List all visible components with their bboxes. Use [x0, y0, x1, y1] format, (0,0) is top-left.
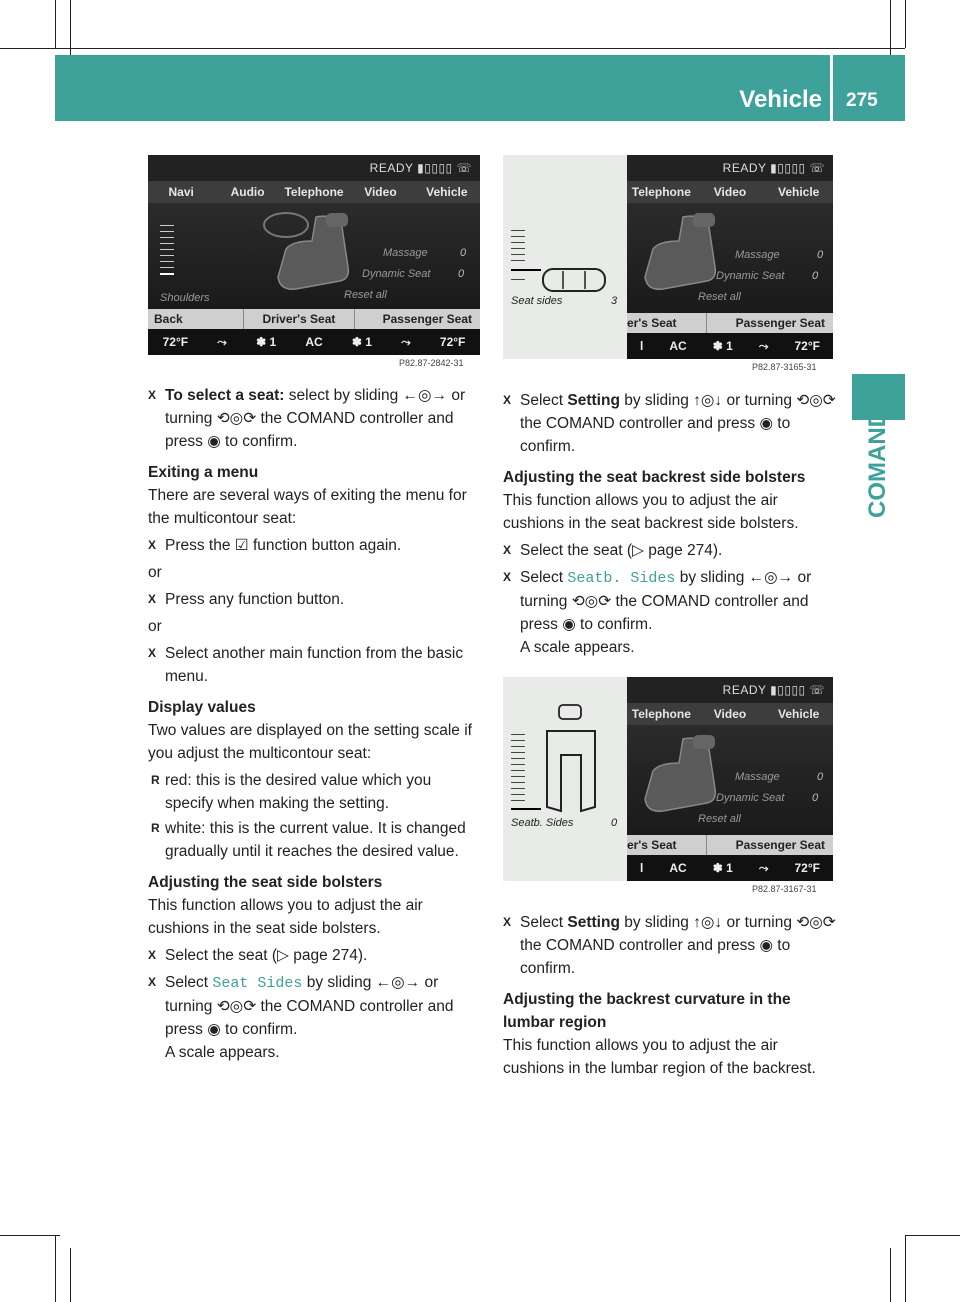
- crop-mark: [55, 1235, 56, 1302]
- tab-vehicle[interactable]: Vehicle: [777, 185, 820, 199]
- main-menu-tabs: [148, 181, 480, 204]
- ac-button[interactable]: AC: [669, 861, 687, 875]
- menu-item-value: 0: [812, 270, 819, 282]
- tab-video[interactable]: Video: [713, 707, 747, 721]
- step: X Select another main function from the basic menu.: [148, 642, 483, 688]
- tab-vehicle[interactable]: Vehicle: [426, 185, 468, 199]
- main-menu-tabs: [627, 703, 833, 726]
- step: X Select the seat (▷ page 274).: [503, 539, 838, 562]
- screen-multicontour-seat: [148, 155, 480, 355]
- seat-view: [627, 203, 833, 313]
- heading: Exiting a menu: [148, 464, 259, 481]
- temperature-right[interactable]: 72°F: [439, 335, 466, 349]
- menu-item-label[interactable]: Massage: [735, 771, 780, 783]
- tab-vehicle[interactable]: Vehicle: [777, 707, 820, 721]
- crop-mark: [905, 1235, 906, 1302]
- crop-mark: [70, 1248, 71, 1302]
- paragraph: or: [148, 564, 162, 581]
- crop-mark: [70, 0, 71, 58]
- passenger-seat-button[interactable]: Passenger Seat: [735, 838, 825, 852]
- figure-caption: P82.87-3165-31: [752, 362, 817, 372]
- status-bar: READY ▮▯▯▯▯ ☏: [369, 161, 472, 175]
- function-bar: [148, 309, 480, 329]
- menu-item-name: Seat Sides: [212, 975, 303, 992]
- airflow-icon[interactable]: ⤳: [758, 860, 769, 875]
- menu-item-label[interactable]: Dynamic Seat: [362, 268, 431, 280]
- scale-panel: [503, 677, 627, 881]
- temperature-left[interactable]: 72°F: [162, 335, 189, 349]
- seat-icon: [256, 207, 376, 299]
- airflow-icon[interactable]: ⤳: [758, 338, 769, 353]
- scale-value: 3: [611, 295, 618, 307]
- step: X Press the ☑ function button again.: [148, 534, 483, 557]
- menu-item-label[interactable]: Reset all: [698, 291, 741, 303]
- climate-bar: [627, 333, 833, 359]
- left-column: [148, 384, 483, 1064]
- side-tab-label: COMAND: [864, 410, 891, 518]
- menu-item-label[interactable]: Massage: [383, 247, 428, 259]
- tab-navi[interactable]: Navi: [168, 185, 194, 199]
- menu-item-value: 0: [817, 771, 824, 783]
- climate-item[interactable]: l: [640, 861, 644, 875]
- paragraph: This function allows you to adjust the air cushions in the seat side bolsters.: [148, 897, 423, 937]
- seat-icon: [627, 729, 743, 821]
- temperature-right[interactable]: 72°F: [794, 861, 820, 875]
- temperature-right[interactable]: 72°F: [794, 339, 820, 353]
- function-bar: [627, 835, 833, 855]
- tab-telephone[interactable]: Telephone: [631, 707, 691, 721]
- screen-seat-sides: [627, 155, 833, 359]
- tab-telephone[interactable]: Telephone: [284, 185, 344, 199]
- passenger-seat-button[interactable]: Passenger Seat: [382, 312, 473, 326]
- paragraph: This function allows you to adjust the air cushions in the lumbar region of the backrest.: [503, 1037, 816, 1077]
- climate-bar: [627, 855, 833, 881]
- crop-mark: [55, 0, 56, 48]
- tab-telephone[interactable]: Telephone: [631, 185, 691, 199]
- airflow-icon[interactable]: ⤳: [401, 334, 411, 349]
- header-divider: [830, 55, 833, 121]
- menu-item-label[interactable]: Reset all: [344, 289, 387, 301]
- right-column-bottom: [503, 911, 838, 1080]
- scale-panel: [503, 155, 627, 359]
- crop-mark: [905, 1235, 960, 1236]
- back-button[interactable]: Back: [148, 309, 244, 329]
- seat-view: [148, 203, 480, 309]
- seat-icon: [627, 207, 743, 299]
- paragraph: Two values are displayed on the setting scale if you adjust the multicontour seat:: [148, 722, 472, 762]
- passenger-seat-button[interactable]: Passenger Seat: [735, 316, 825, 330]
- fan-icon[interactable]: ✽ 1: [351, 335, 372, 349]
- fan-icon[interactable]: ✽ 1: [712, 339, 733, 353]
- drivers-seat-button[interactable]: er's Seat: [627, 835, 707, 855]
- setting-scale: [160, 225, 174, 280]
- drivers-seat-button[interactable]: Driver's Seat: [244, 309, 356, 329]
- section-title: Vehicle: [739, 86, 822, 113]
- paragraph: This function allows you to adjust the air cushions in the seat backrest side bolsters.: [503, 492, 799, 532]
- airflow-icon[interactable]: ⤳: [217, 334, 227, 349]
- main-menu-tabs: [627, 181, 833, 204]
- crop-mark: [905, 0, 906, 48]
- status-bar: READY ▮▯▯▯▯ ☏: [722, 161, 825, 175]
- scale-label: Shoulders: [160, 292, 210, 304]
- heading: Adjusting the seat side bolsters: [148, 874, 383, 891]
- screen-seatb-sides: [627, 677, 833, 881]
- scale-label: Seatb. Sides: [511, 817, 574, 829]
- step: X Press any function button.: [148, 588, 483, 611]
- menu-item-value: 0: [817, 249, 824, 261]
- step: X Select Setting by sliding ↑◎↓ or turning ⟲◎⟳ the COMAND controller and press ◉ to confirm.: [503, 389, 838, 458]
- right-column-top: [503, 389, 838, 659]
- climate-bar: [148, 329, 480, 355]
- crop-mark: [890, 0, 891, 58]
- drivers-seat-button[interactable]: er's Seat: [627, 313, 707, 333]
- function-bar: [627, 313, 833, 333]
- step: X Select Seatb. Sides by sliding ←◎→ or turning ⟲◎⟳ the COMAND controller and press ◉ to confirm. A scale appears.: [503, 566, 838, 659]
- step: X To select a seat: select by sliding ←◎→ or turning ⟲◎⟳ the COMAND controller and press ◉ to confirm.: [148, 384, 483, 453]
- tab-video[interactable]: Video: [364, 185, 397, 199]
- heading: Adjusting the backrest curvature in the lumbar region: [503, 991, 791, 1031]
- tab-video[interactable]: Video: [713, 185, 747, 199]
- step: X Select Setting by sliding ↑◎↓ or turning ⟲◎⟳ the COMAND controller and press ◉ to confirm.: [503, 911, 838, 980]
- ac-button[interactable]: AC: [669, 339, 687, 353]
- step: X Select Seat Sides by sliding ←◎→ or turning ⟲◎⟳ the COMAND controller and press ◉ to confirm. A scale appears.: [148, 971, 483, 1064]
- crop-mark: [0, 48, 905, 49]
- climate-item[interactable]: l: [640, 339, 644, 353]
- ac-button[interactable]: AC: [305, 335, 323, 349]
- crop-mark: [0, 1235, 60, 1236]
- status-bar: READY ▮▯▯▯▯ ☏: [722, 683, 825, 697]
- scale-value: 0: [611, 817, 618, 829]
- menu-item-label[interactable]: Dynamic Seat: [716, 270, 785, 282]
- bullet: R white: this is the current value. It is changed gradually until it reaches the desired value.: [148, 817, 483, 863]
- heading: Display values: [148, 699, 256, 716]
- backrest-sides-icon: [539, 703, 603, 815]
- paragraph: There are several ways of exiting the menu for the multicontour seat:: [148, 487, 467, 527]
- figure-caption: P82.87-3167-31: [752, 884, 817, 894]
- scale-label: Seat sides: [511, 295, 563, 307]
- crop-mark: [890, 1248, 891, 1302]
- menu-item-label[interactable]: Dynamic Seat: [716, 792, 785, 804]
- step: X Select the seat (▷ page 274).: [148, 944, 483, 967]
- menu-item-value: 0: [812, 792, 819, 804]
- menu-item-name: Seatb. Sides: [567, 570, 676, 587]
- fan-icon[interactable]: ✽ 1: [256, 335, 277, 349]
- bullet: R red: this is the desired value which you specify when making the setting.: [148, 769, 483, 815]
- fan-icon[interactable]: ✽ 1: [712, 861, 733, 875]
- menu-item-label[interactable]: Massage: [735, 249, 780, 261]
- paragraph: or: [148, 618, 162, 635]
- page-number: 275: [846, 90, 878, 111]
- tab-audio[interactable]: Audio: [230, 185, 265, 199]
- heading: Adjusting the seat backrest side bolsters: [503, 469, 806, 486]
- menu-item-label[interactable]: Reset all: [698, 813, 741, 825]
- menu-item-value: 0: [458, 268, 465, 280]
- menu-item-value: 0: [460, 247, 467, 259]
- figure-caption: P82.87-2842-31: [399, 358, 464, 368]
- seat-view: [627, 725, 833, 835]
- seat-sides-icon: [541, 267, 607, 293]
